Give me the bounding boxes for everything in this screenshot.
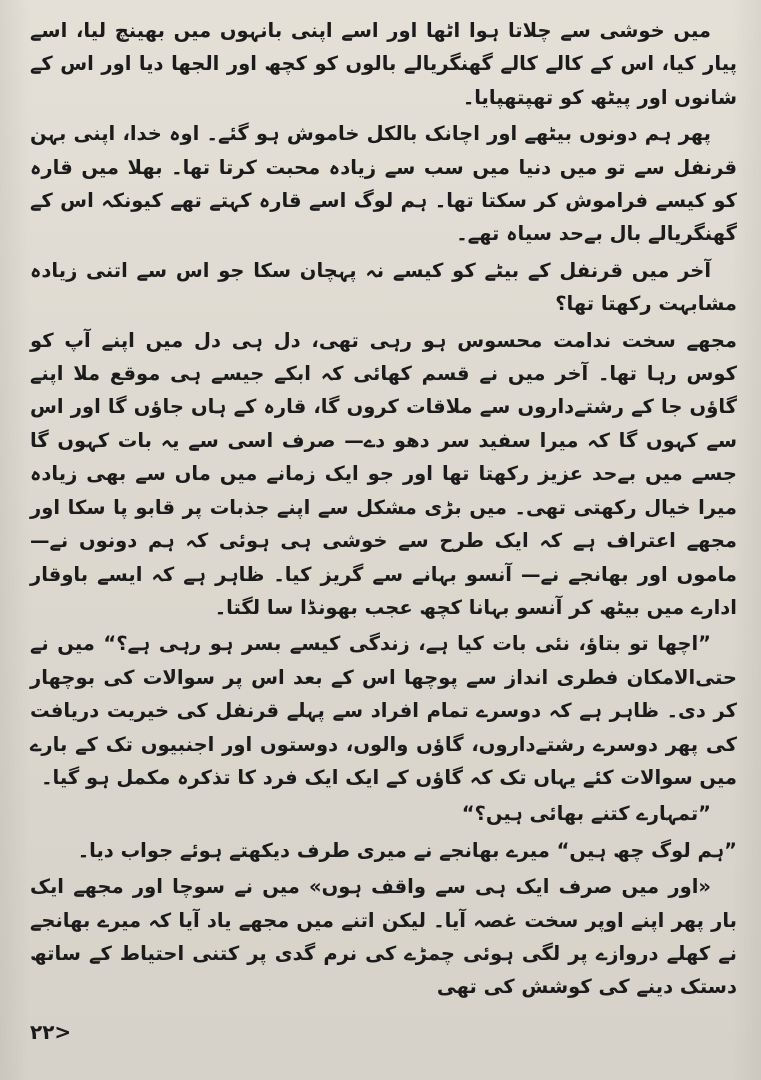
paragraph: آخر میں قرنفل کے بیٹے کو کیسے نہ پہچان سکا جو اس سے اتنی زیادہ مشابہت رکھتا تھا؟ [30,258,737,316]
paragraph: ”اچھا تو بتاؤ، نئی بات کیا ہے، زندگی کیسے بسر ہو رہی ہے؟“ میں نے حتی‌الامکان فطری انداز سے پوچھا اس کے بعد اس پر سوالات کی بوچھار کر دی۔ ظاہر ہے کہ دوسرے تمام افراد سے پہلے قرنفل کی خیریت دریافت کی پھر دوسرے رشتےداروں، گاؤں والوں، دوستوں اور اجنبیوں تک کے بارے میں سوالات کئے یہاں تک کہ گاؤں کے ایک ایک فرد کا تذکرہ مکمل ہو گیا۔ [30,632,737,789]
paragraph: میں خوشی سے چلاتا ہوا اٹھا اور اسے اپنی بانہوں میں بھینچ لیا، اسے پیار کیا، اس کے کالے کالے گھنگریالے بالوں کو کچھ اور الجھا دیا اور اس کے شانوں اور پیٹھ کو تھپتھپایا۔ [30,19,737,109]
page-text [30,14,737,1004]
page-number: ۲۲> [30,1020,72,1044]
dialogue-line: ”ہم لوگ چھ ہیں“ میرے بھانجے نے میری طرف دیکھتے ہوئے جواب دیا۔ [77,838,737,862]
paragraph: «اور میں صرف ایک ہی سے واقف ہوں» میں نے سوچا اور مجھے ایک بار پھر اپنے اوپر سخت غصہ آیا۔ لیکن اتنے میں مجھے یاد آیا کہ میرے بھانجے نے کھلے دروازے پر لگی ہوئی چمڑے کی نرم گدی پر کتنی احتیاط کے ساتھ دستک دینے کی کوشش کی تھی [30,875,737,999]
paragraph: پھر ہم دونوں بیٹھے اور اچانک بالکل خاموش ہو گئے۔ اوہ خدا، اپنی بہن قرنفل سے تو میں دنیا میں سب سے زیادہ محبت کرتا تھا۔ بھلا میں قارہ کو کیسے فراموش کر سکتا تھا۔ ہم لوگ اسے قارہ کہتے تھے کیونکہ اس کے گھنگریالے بال بےحد سیاہ تھے۔ [30,122,737,246]
dialogue-line: ”تمہارے کتنے بھائی ہیں؟“ [461,802,711,826]
paragraph: مجھے سخت ندامت محسوس ہو رہی تھی، دل ہی دل میں اپنے آپ کو کوس رہا تھا۔ آخر میں نے قسم کھائی کہ ابکے جیسے ہی موقع ملا اپنے گاؤں جا کے رشتےداروں سے ملاقات کروں گا، قارہ کے ہاں جاؤں گا اور اس سے کہوں گا کہ میرا سفید سر دھو دے— صرف اسی سے یہ بات کہوں گا جسے میں بےحد عزیز رکھتا تھا اور جو ایک زمانے میں ماں سے بھی زیادہ میرا خیال رکھتی تھی۔ میں بڑی مشکل سے اپنے جذبات پر قابو پا سکا اور مجھے اعتراف ہے کہ ایک طرح سے خوشی ہی ہوئی کہ ہم دونوں نے— ماموں اور بھانجے نے— آنسو بہانے سے گریز کیا۔ ظاہر ہے کہ ایسے باوقار ادارے میں بیٹھ کر آنسو بہانا کچھ عجب بھونڈا سا لگتا۔ [30,328,737,619]
